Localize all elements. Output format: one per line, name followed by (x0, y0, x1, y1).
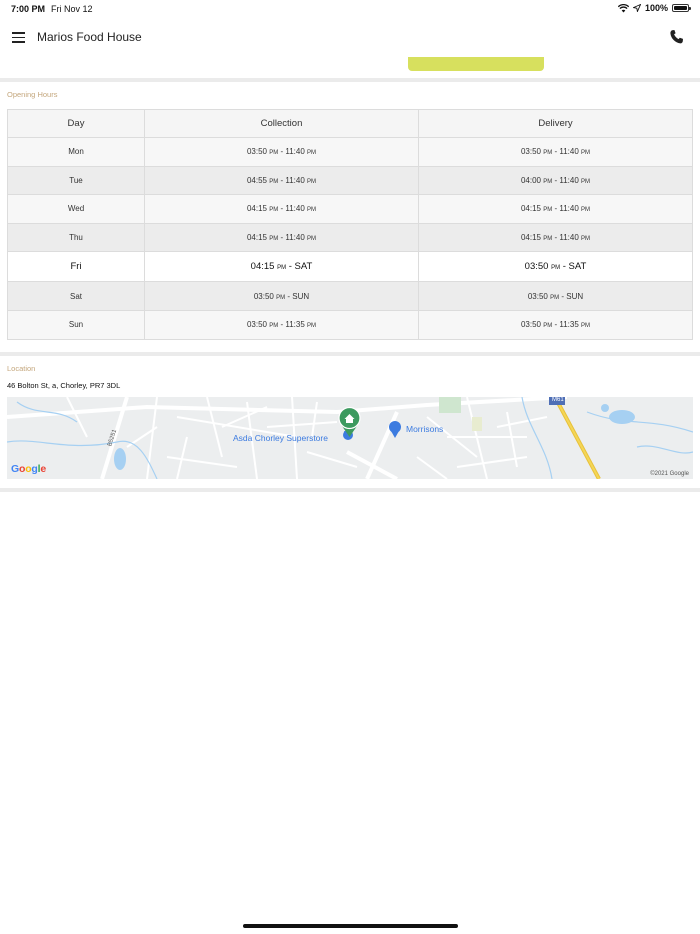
time-separator: - (278, 204, 286, 214)
time-separator: - (278, 147, 286, 157)
delivery-end-ap: PM (581, 150, 591, 157)
delivery-end: SAT (568, 261, 587, 273)
day-cell: Tue (8, 166, 145, 195)
table-row (8, 223, 693, 252)
collection-start-ap: PM (276, 294, 286, 301)
time-separator: - (285, 291, 293, 301)
delivery-start-ap: PM (551, 265, 561, 272)
collection-end-ap: PM (307, 178, 317, 185)
status-time: 7:00 PM (11, 4, 46, 14)
collection-end-ap: PM (307, 207, 317, 214)
delivery-time-cell (419, 223, 693, 252)
collection-start-ap: PM (269, 207, 279, 214)
delivery-start: 03:50 (524, 261, 549, 273)
collection-start-ap: PM (269, 236, 279, 243)
table-row (8, 310, 693, 339)
delivery-start: 04:15 (520, 233, 541, 243)
collection-end-ap: PM (307, 236, 317, 243)
collection-time-cell (145, 195, 419, 224)
collection-time-cell (145, 166, 419, 195)
delivery-start: 03:50 (520, 147, 541, 157)
table-row (8, 252, 693, 282)
status-date: Fri Nov 12 (51, 4, 93, 14)
delivery-time-cell (419, 138, 693, 167)
delivery-end-ap: PM (581, 323, 591, 330)
section-divider (0, 488, 700, 492)
time-separator: - (552, 204, 560, 214)
collection-start: 04:15 (246, 204, 267, 214)
column-header-collection: Collection (145, 110, 419, 138)
collection-end-ap: PM (307, 323, 317, 330)
collection-start: 03:50 (246, 320, 267, 330)
table-row (8, 195, 693, 224)
home-indicator[interactable] (243, 924, 458, 928)
time-separator: - (552, 175, 560, 185)
delivery-end: SUN (566, 291, 584, 301)
day-cell: Thu (8, 223, 145, 252)
delivery-end-ap: PM (581, 236, 591, 243)
wifi-icon (618, 4, 629, 13)
delivery-start: 04:15 (520, 204, 541, 214)
collection-start: 04:15 (246, 233, 267, 243)
opening-hours-label: Opening Hours (7, 90, 58, 99)
collection-end-ap: PM (307, 150, 317, 157)
delivery-end: 11:40 (559, 233, 579, 243)
day-cell: Sat (8, 282, 145, 311)
time-separator: - (278, 175, 286, 185)
collection-end: 11:40 (285, 204, 305, 214)
battery-percent: 100% (644, 3, 668, 13)
collection-end: 11:40 (285, 147, 305, 157)
collection-end: SAT (294, 261, 313, 273)
delivery-start-ap: PM (543, 150, 553, 157)
time-separator: - (552, 233, 560, 243)
location-address: 46 Bolton St, a, Chorley, PR7 3DL (7, 381, 121, 390)
delivery-time-cell (419, 166, 693, 195)
opening-hours-table (7, 109, 693, 340)
collection-time-cell (145, 252, 419, 282)
app-title: Marios Food House (37, 30, 142, 44)
collection-time-cell (145, 310, 419, 339)
day-cell: Wed (8, 195, 145, 224)
delivery-start-ap: PM (543, 207, 553, 214)
delivery-end-ap: PM (581, 178, 591, 185)
location-label: Location (7, 364, 36, 373)
menu-icon[interactable] (12, 32, 25, 43)
delivery-start: 03:50 (520, 320, 541, 330)
delivery-start: 03:50 (527, 291, 548, 301)
collection-start: 03:50 (253, 291, 274, 301)
table-header-row (8, 110, 693, 138)
time-separator: - (559, 291, 567, 301)
collection-start-ap: PM (269, 323, 279, 330)
collection-time-cell (145, 223, 419, 252)
time-separator: - (278, 320, 286, 330)
location-arrow-icon (633, 4, 641, 12)
section-divider (0, 352, 700, 356)
google-logo: Google (11, 463, 46, 475)
time-separator: - (278, 233, 286, 243)
delivery-end: 11:40 (559, 147, 579, 157)
collection-end: SUN (292, 291, 310, 301)
battery-icon (672, 4, 689, 12)
table-row (8, 282, 693, 311)
delivery-end: 11:40 (559, 175, 579, 185)
time-separator: - (552, 320, 560, 330)
status-bar (0, 0, 700, 18)
day-cell: Mon (8, 138, 145, 167)
collection-start: 04:15 (250, 261, 275, 273)
phone-icon[interactable] (669, 29, 685, 45)
collection-time-cell (145, 138, 419, 167)
map-road-m61: M61 (552, 397, 564, 403)
section-divider (0, 78, 700, 82)
column-header-delivery: Delivery (419, 110, 693, 138)
collection-end: 11:35 (285, 320, 305, 330)
delivery-end: 11:40 (559, 204, 579, 214)
map-poi-morrisons: Morrisons (406, 424, 444, 434)
collection-start: 03:50 (246, 147, 267, 157)
delivery-start-ap: PM (543, 323, 553, 330)
delivery-end: 11:35 (559, 320, 579, 330)
collection-end: 11:40 (285, 233, 305, 243)
day-cell: Fri (8, 252, 145, 282)
collection-start-ap: PM (269, 178, 279, 185)
delivery-time-cell (419, 195, 693, 224)
day-cell: Sun (8, 310, 145, 339)
time-separator: - (560, 261, 569, 273)
delivery-start-ap: PM (543, 178, 553, 185)
delivery-time-cell (419, 310, 693, 339)
delivery-end-ap: PM (581, 207, 591, 214)
collection-start-ap: PM (269, 150, 279, 157)
delivery-time-cell (419, 252, 693, 282)
yellow-action-button[interactable] (408, 57, 544, 71)
collection-start: 04:55 (246, 175, 267, 185)
table-row (8, 166, 693, 195)
column-header-day: Day (8, 110, 145, 138)
status-right (618, 3, 689, 13)
time-separator: - (286, 261, 295, 273)
table-row (8, 138, 693, 167)
map-copyright: ©2021 Google (650, 471, 689, 477)
map-road-b5251: B5251 (107, 428, 119, 448)
delivery-start-ap: PM (543, 236, 553, 243)
delivery-start: 04:00 (520, 175, 541, 185)
delivery-start-ap: PM (550, 294, 560, 301)
delivery-time-cell (419, 282, 693, 311)
location-map[interactable] (7, 397, 693, 479)
app-header (0, 20, 700, 56)
map-poi-asda: Asda Chorley Superstore (233, 433, 328, 443)
collection-start-ap: PM (277, 265, 287, 272)
collection-end: 11:40 (285, 175, 305, 185)
time-separator: - (552, 147, 560, 157)
collection-time-cell (145, 282, 419, 311)
